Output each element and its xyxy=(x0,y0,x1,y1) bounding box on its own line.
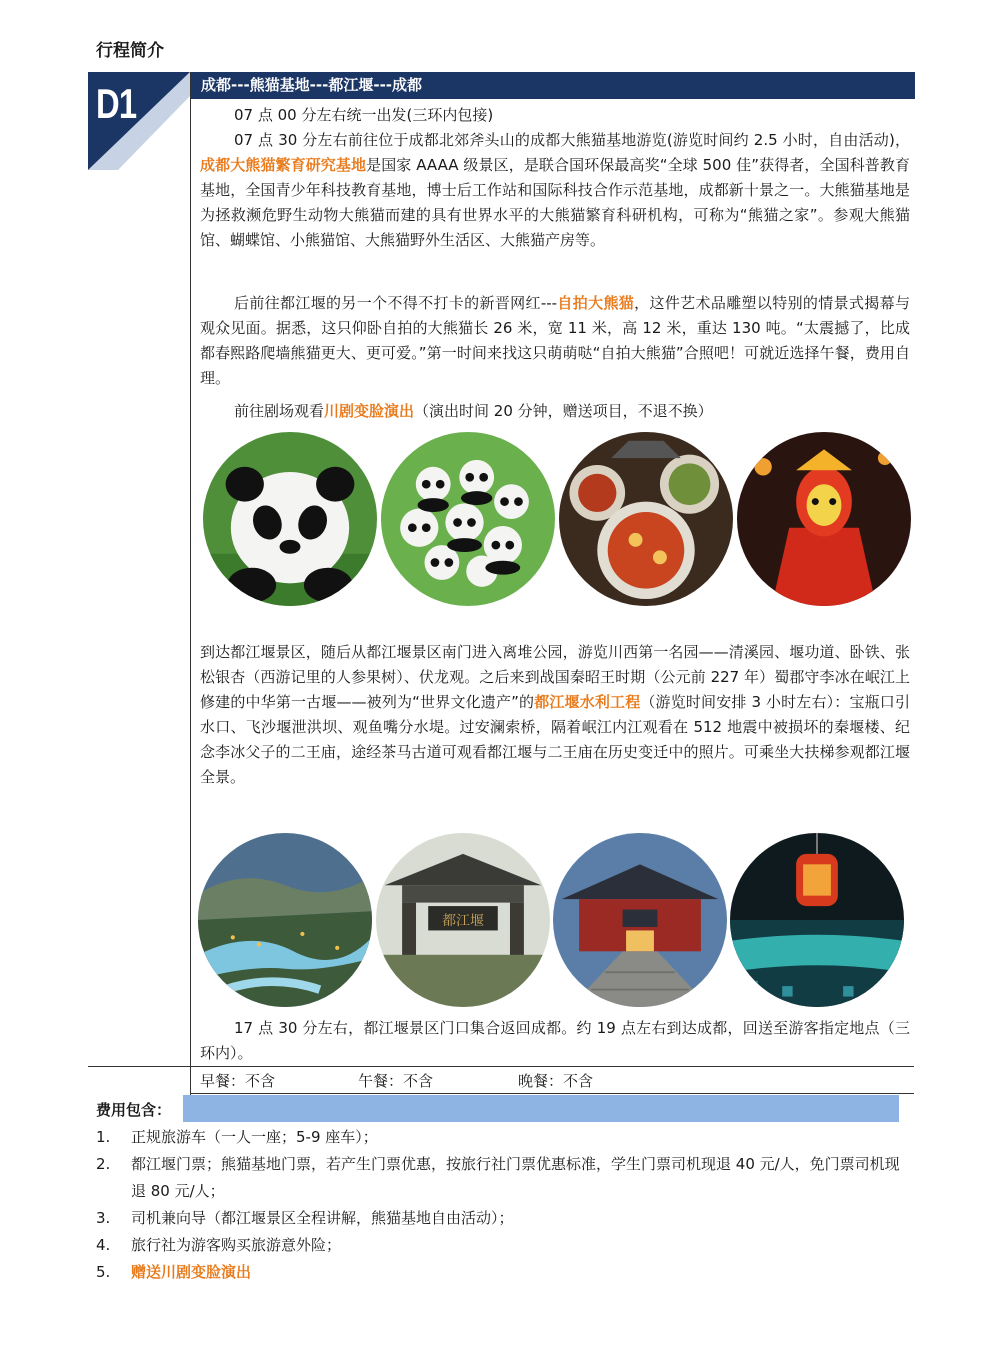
photo-erwang-temple xyxy=(553,833,727,1007)
face-change-text-b: （演出时间 20 分钟，赠送项目，不退不换） xyxy=(414,402,713,420)
photo-panda-group xyxy=(381,432,555,606)
face-change-text-a: 前往剧场观看 xyxy=(234,402,325,420)
fee-item xyxy=(96,1124,911,1151)
dujiangyan-text-b: （游览时间安排 3 小时左右）：宝瓶口引水口、飞沙堰泄洪坝、观鱼嘴分水堤。过安澜索桥，隔着岷江内江观看在 512 地震中被损坏的秦堰楼、纪念李冰父子的二王庙，途经茶马古道可观看都江堰与二王庙在历史变迁中的照片。可乘坐大扶梯参观都江堰全景。 xyxy=(200,693,910,786)
face-change-highlight: 川剧变脸演出 xyxy=(324,402,415,420)
meal-dinner: 晚餐：不含 xyxy=(518,1072,594,1090)
panda-base-text-a: 07 点 30 分左右前往位于成都北郊斧头山的成都大熊猫基地游览(游览时间约 2.5 小时，自由活动)， xyxy=(234,131,910,149)
dujiangyan-highlight: 都江堰水利工程 xyxy=(534,693,641,711)
photo-night-lanterns xyxy=(730,833,904,1007)
fee-item-number: 4. xyxy=(96,1236,111,1254)
panda-base-paragraph xyxy=(200,128,910,253)
fee-item xyxy=(96,1205,911,1232)
fee-list xyxy=(96,1124,911,1286)
photo-dujiangyan-gate xyxy=(376,833,550,1007)
photo-face-change-opera xyxy=(737,432,911,606)
photo-sichuan-food xyxy=(559,432,733,606)
return-paragraph: 17 点 30 分左右，都江堰景区门口集合返回成都。约 19 点左右到达成都，回送至游客指定地点（三环内）。 xyxy=(200,1019,910,1062)
meals-bottom-rule xyxy=(190,1093,914,1094)
fee-header-bar xyxy=(183,1095,899,1122)
photo-dujiangyan-aerial xyxy=(198,833,372,1007)
fee-item xyxy=(96,1259,911,1286)
meal-lunch: 午餐：不含 xyxy=(358,1072,434,1090)
fee-item-text: 正规旅游车（一人一座；5-9 座车）； xyxy=(131,1128,378,1146)
day-route-header: 成都---熊猫基地---都江堰---成都 xyxy=(191,72,915,99)
fee-title: 费用包含： xyxy=(96,1101,172,1119)
fee-item-text: 司机兼向导（都江堰景区全程讲解，熊猫基地自由活动）； xyxy=(131,1209,514,1227)
selfie-panda-paragraph xyxy=(200,291,910,391)
day-badge-label: D1 xyxy=(96,80,137,127)
fee-item-number: 1. xyxy=(96,1128,111,1146)
left-divider xyxy=(190,72,191,1096)
dujiangyan-text-a: 到达都江堰景区，随后从都江堰景区南门进入离堆公园，游览川西第一名园——清溪园、堰功道、卧铁、张松银杏（西游记里的人参果树）、伏龙观。之后来到战国秦昭王时期（公元前 227 年）蜀郡守李冰在岷江上修建的中华第一古堰——被列为“世界文化遗产”的 xyxy=(200,643,910,711)
fee-item xyxy=(96,1232,911,1259)
fee-item-text: 都江堰门票；熊猫基地门票，若产生门票优惠，按旅行社门票优惠标准，学生门票司机现退 40 元/人，免门票司机现退 80 元/人； xyxy=(131,1155,900,1200)
selfie-panda-highlight: 自拍大熊猫 xyxy=(557,294,635,312)
fee-item-number: 5. xyxy=(96,1263,111,1281)
face-change-paragraph xyxy=(200,399,910,424)
panda-base-highlight: 成都大熊猫繁育研究基地 xyxy=(200,156,367,174)
selfie-panda-text-b: ，这件艺术品雕塑以特别的情景式揭幕与观众见面。据悉，这只仰卧自拍的大熊猫长 26 米，宽 11 米，高 12 米，重达 130 吨。“太震撼了，比成都春熙路爬墙熊猫更大、更可爱。”第一时间来找这只萌萌哒“自拍大熊猫”合照吧！可就近选择午餐，费用自理。 xyxy=(200,294,910,387)
photo-panda-cub xyxy=(203,432,377,606)
fee-item-text: 旅行社为游客购买旅游意外险； xyxy=(131,1236,342,1254)
gate-plaque-text: 都江堰 xyxy=(442,913,484,930)
fee-item-number: 3. xyxy=(96,1209,111,1227)
depart-time-text: 07 点 00 分左右统一出发(三环内包接) xyxy=(234,106,494,124)
meals-row xyxy=(200,1070,593,1092)
fee-item-text-highlight: 赠送川剧变脸演出 xyxy=(131,1263,252,1281)
meal-breakfast: 早餐：不含 xyxy=(200,1072,276,1090)
meals-top-rule xyxy=(88,1066,914,1067)
panda-base-text-b: 是国家 AAAA 级景区，是联合国环保最高奖“全球 500 佳”获得者，全国科普教育基地，全国青少年科技教育基地，博士后工作站和国际科技合作示范基地，成都新十景之一。大熊猫基地是为拯救濒危野生动物大熊猫而建的具有世界水平的大熊猫繁育科研机构，可称为“熊猫之家”。参观大熊猫馆、蝴蝶馆、小熊猫馆、大熊猫野外生活区、大熊猫产房等。 xyxy=(200,156,910,249)
dujiangyan-paragraph xyxy=(200,640,910,790)
page-title: 行程简介 xyxy=(96,41,164,61)
selfie-panda-text-a: 后前往都江堰的另一个不得不打卡的新晋网红--- xyxy=(234,294,558,312)
fee-item xyxy=(96,1151,911,1205)
fee-item-number: 2. xyxy=(96,1155,111,1173)
